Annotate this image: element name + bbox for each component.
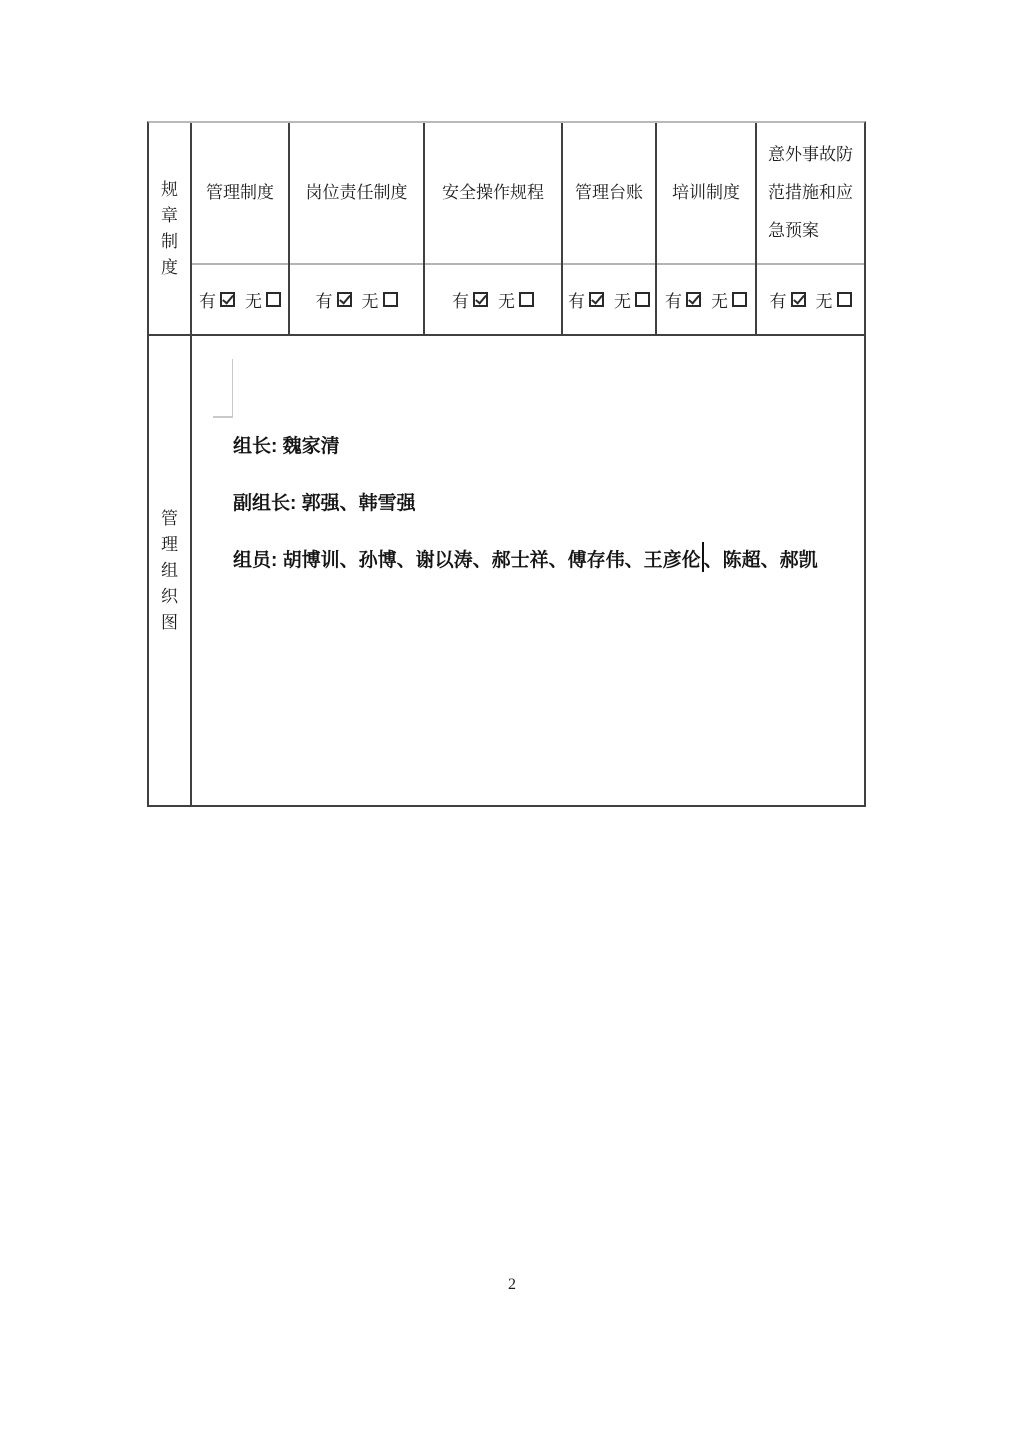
availability-cell: [192, 265, 288, 334]
column-training-system: [657, 123, 757, 334]
safety-inspection-table: [147, 121, 866, 807]
checked-checkbox-icon[interactable]: [337, 292, 352, 307]
unchecked-checkbox-icon[interactable]: [837, 292, 852, 307]
unchecked-checkbox-icon[interactable]: [635, 292, 650, 307]
checked-checkbox-icon[interactable]: [473, 292, 488, 307]
no-label: 无: [711, 292, 728, 311]
column-header: 管理台账: [563, 123, 655, 265]
checked-checkbox-icon[interactable]: [686, 292, 701, 307]
page-number: 2: [508, 1276, 516, 1293]
column-emergency-plan: [757, 123, 864, 334]
rules-columns: [192, 123, 864, 334]
members-text-before-cursor: 组员: 胡博训、孙博、谢以涛、郝士祥、傅存伟、王彦伦: [233, 550, 701, 571]
no-label: 无: [815, 292, 833, 311]
has-label: 有: [315, 292, 333, 311]
column-header: 培训制度: [657, 123, 755, 265]
checked-checkbox-icon[interactable]: [220, 292, 235, 307]
has-label: 有: [568, 292, 585, 311]
has-label: 有: [452, 292, 469, 311]
members-line: [233, 532, 854, 589]
column-management-ledger: [563, 123, 657, 334]
availability-cell: [757, 265, 864, 334]
has-label: 有: [769, 292, 787, 311]
rules-row-label: [149, 123, 192, 334]
org-chart-section: [149, 336, 864, 805]
org-row-label: [149, 336, 192, 805]
no-label: 无: [614, 292, 631, 311]
has-label: 有: [665, 292, 682, 311]
unchecked-checkbox-icon[interactable]: [519, 292, 534, 307]
unchecked-checkbox-icon[interactable]: [732, 292, 747, 307]
deputy-leader-line: 副组长: 郭强、韩雪强: [233, 493, 416, 514]
availability-cell: [657, 265, 755, 334]
members-text-after-cursor: 、陈超、郝凯: [703, 550, 818, 571]
column-management-system: [192, 123, 290, 334]
frame-corner-marker-icon: [213, 359, 233, 418]
no-label: 无: [245, 292, 262, 311]
column-header: 管理制度: [192, 123, 288, 265]
checked-checkbox-icon[interactable]: [589, 292, 604, 307]
org-content-cell[interactable]: [192, 336, 864, 805]
column-header: 岗位责任制度: [290, 123, 423, 265]
no-label: 无: [361, 292, 379, 311]
rules-section: [149, 123, 864, 336]
column-safe-operation: [425, 123, 563, 334]
unchecked-checkbox-icon[interactable]: [383, 292, 398, 307]
no-label: 无: [498, 292, 515, 311]
unchecked-checkbox-icon[interactable]: [266, 292, 281, 307]
org-text-block: [233, 418, 854, 589]
availability-cell: [425, 265, 561, 334]
column-header: 意外事故防范措施和应急预案: [757, 123, 864, 265]
has-label: 有: [199, 292, 216, 311]
rules-row-label-text: 规章制度: [161, 179, 178, 277]
column-post-responsibility: [290, 123, 425, 334]
org-row-label-text: 管理组织图: [161, 508, 178, 632]
checked-checkbox-icon[interactable]: [791, 292, 806, 307]
availability-cell: [563, 265, 655, 334]
availability-cell: [290, 265, 423, 334]
leader-line: 组长: 魏家清: [233, 436, 340, 457]
column-header: 安全操作规程: [425, 123, 561, 265]
